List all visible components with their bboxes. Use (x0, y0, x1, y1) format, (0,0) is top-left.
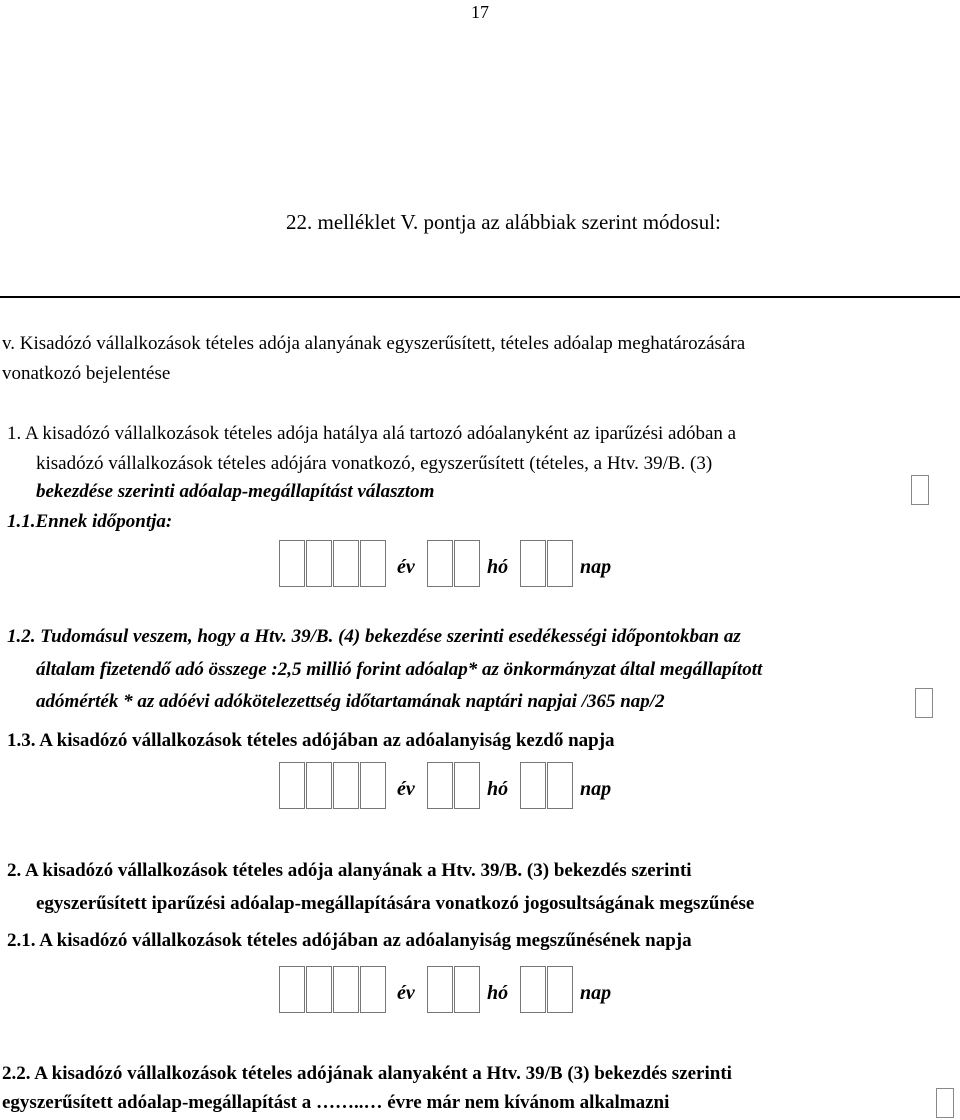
s1-line2: kisadózó vállalkozások tételes adójára vonatkozó, egyszerűsített (tételes, a Htv. 39/B. (3) (36, 453, 713, 474)
s1-2-line1: 1.2. Tudomásul veszem, hogy a Htv. 39/B. (4) bekezdése szerinti esedékességi időpontokban az (7, 626, 741, 647)
s1-2-line3: adómérték * az adóévi adókötelezettség időtartamának naptári napjai /365 nap/2 (36, 691, 665, 712)
s1-2-checkbox[interactable] (915, 688, 933, 718)
year-digit-4[interactable] (360, 540, 386, 587)
year-digit-4[interactable] (360, 966, 386, 1013)
day-digit-1[interactable] (520, 966, 546, 1013)
s1-line3: bekezdése szerinti adóalap-megállapítást választom (36, 481, 435, 502)
day-digit-2[interactable] (547, 966, 573, 1013)
s1-line1: 1. A kisadózó vállalkozások tételes adója hatálya alá tartozó adóalanyként az iparűzési adóban a (7, 423, 737, 444)
month-digit-2[interactable] (454, 762, 480, 809)
amendment-heading: 22. melléklet V. pontja az alábbiak szerint módosul: (286, 210, 721, 234)
day-label: nap (580, 778, 612, 800)
s2-2-line1: 2.2. A kisadózó vállalkozások tételes adójának alanyaként a Htv. 39/B (3) bekezdés szerinti (2, 1063, 732, 1084)
month-label: hó (487, 556, 509, 578)
s2-2-checkbox[interactable] (936, 1088, 954, 1118)
year-digit-2[interactable] (306, 762, 332, 809)
s2-line2: egyszerűsített iparűzési adóalap-megállapítására vonatkozó jogosultságának megszűnése (36, 893, 755, 914)
year-digit-3[interactable] (333, 966, 359, 1013)
year-label: év (397, 778, 415, 800)
month-digit-1[interactable] (427, 540, 453, 587)
month-label: hó (487, 982, 509, 1004)
s2-line1: 2. A kisadózó vállalkozások tételes adója alanyának a Htv. 39/B. (3) bekezdés szerinti (7, 860, 692, 881)
s1-3-label: 1.3. A kisadózó vállalkozások tételes adójában az adóalanyiság kezdő napja (7, 730, 615, 751)
form-title-line1: v. Kisadózó vállalkozások tételes adója alanyának egyszerűsített, tételes adóalap meghatározására (2, 333, 746, 354)
s2-1-label: 2.1. A kisadózó vállalkozások tételes adójában az adóalanyiság megszűnésének napja (7, 930, 692, 951)
day-digit-2[interactable] (547, 540, 573, 587)
year-digit-3[interactable] (333, 762, 359, 809)
year-digit-1[interactable] (279, 540, 305, 587)
day-digit-2[interactable] (547, 762, 573, 809)
page-number: 17 (471, 2, 489, 22)
month-digit-2[interactable] (454, 966, 480, 1013)
year-digit-1[interactable] (279, 966, 305, 1013)
divider-line (0, 296, 960, 298)
month-digit-1[interactable] (427, 966, 453, 1013)
year-digit-1[interactable] (279, 762, 305, 809)
day-digit-1[interactable] (520, 762, 546, 809)
year-label: év (397, 556, 415, 578)
year-digit-2[interactable] (306, 966, 332, 1013)
month-label: hó (487, 778, 509, 800)
year-digit-4[interactable] (360, 762, 386, 809)
year-digit-3[interactable] (333, 540, 359, 587)
s2-2-line2: egyszerűsített adóalap-megállapítást a ……..… évre már nem kívánom alkalmazni (2, 1092, 670, 1113)
month-digit-1[interactable] (427, 762, 453, 809)
year-label: év (397, 982, 415, 1004)
form-title-line2: vonatkozó bejelentése (2, 363, 171, 384)
month-digit-2[interactable] (454, 540, 480, 587)
s1-2-line2: általam fizetendő adó összege :2,5 millió forint adóalap* az önkormányzat által megállapított (36, 659, 763, 680)
year-digit-2[interactable] (306, 540, 332, 587)
s1-checkbox[interactable] (911, 475, 929, 505)
day-label: nap (580, 556, 612, 578)
day-digit-1[interactable] (520, 540, 546, 587)
s1-1-label: 1.1.Ennek időpontja: (7, 511, 173, 532)
day-label: nap (580, 982, 612, 1004)
